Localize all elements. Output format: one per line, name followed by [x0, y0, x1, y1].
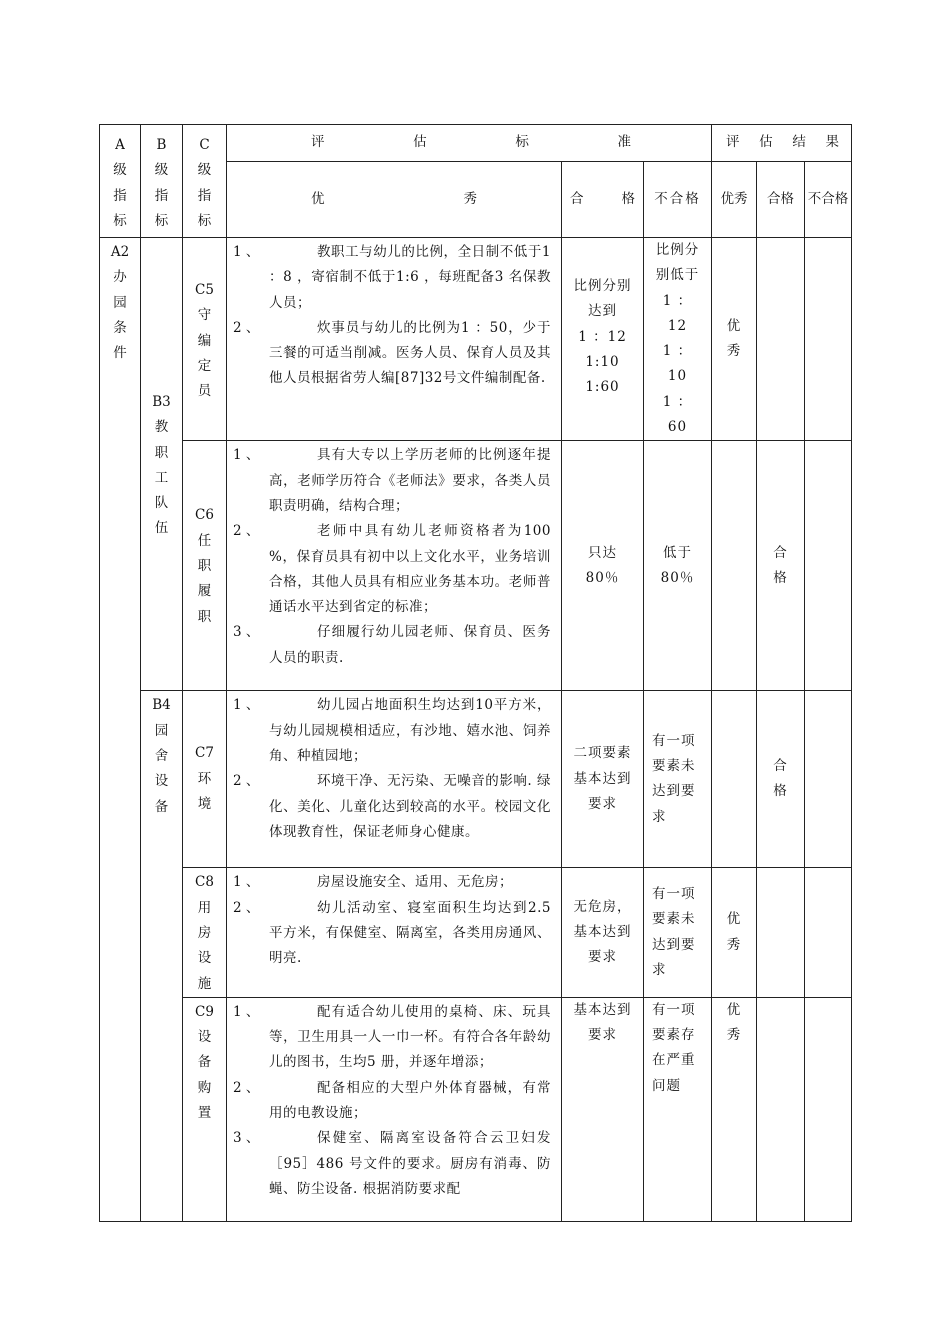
result-unqualified: [805, 868, 852, 997]
cell-line: 工: [154, 469, 169, 486]
cell-line: 设: [154, 773, 169, 790]
cell-line: 标: [154, 212, 169, 229]
cell-line: 置: [197, 1105, 212, 1122]
qualified-criteria: [562, 238, 644, 441]
excellent-header: [227, 162, 562, 238]
cell-line: 格: [780, 190, 794, 207]
cell-line: 结: [792, 134, 806, 151]
cell-line: 评: [726, 134, 740, 151]
cell-line: 估: [413, 134, 427, 151]
cell-line: 评: [311, 134, 325, 151]
table-row: [100, 691, 852, 868]
cell-line: 标: [515, 134, 529, 151]
cell-line: C6: [195, 507, 214, 524]
qualified-criteria: [562, 441, 644, 691]
cell-line: 级: [154, 162, 169, 179]
cell-line: 秀: [726, 343, 742, 360]
result-qualified: [757, 238, 805, 441]
excellent-criteria: [227, 691, 562, 868]
list-item: [233, 519, 551, 620]
result-qualified: [757, 691, 805, 868]
item-number: 3 、: [233, 1130, 260, 1147]
cell-line: B4: [152, 697, 171, 714]
cell-line: 1:10: [585, 353, 620, 370]
cell-line: 要素未: [652, 911, 696, 928]
cell-line: 房: [197, 924, 212, 941]
cell-line: B3: [152, 394, 171, 410]
item-text: 炊事员与幼儿的比例为1 ：50，少于三餐的可适当削减。医务人员、保育人员及其他人员根据省劳人编[87]32号文件编制配备.: [269, 319, 551, 387]
item-text: 幼儿园占地面积生均达到10平方米，与幼儿园规模相适应，有沙地、嬉水池、饲养角、种植园地；: [269, 697, 551, 764]
cell-line: C7: [195, 745, 214, 762]
cell-line: 优: [726, 1001, 742, 1018]
item-text: 房屋设施安全、适用、无危房；: [317, 874, 513, 891]
cell-line: 合: [821, 190, 835, 207]
cell-line: 设: [197, 1029, 212, 1046]
cell-line: A: [115, 137, 125, 153]
criteria-list: [227, 998, 561, 1204]
cell-line: 格: [834, 190, 849, 207]
c-cell: [183, 441, 227, 691]
result-qualified-header: [757, 162, 805, 238]
cell-line: 办: [113, 269, 127, 286]
criteria-list: [227, 868, 561, 973]
cell-line: 园: [154, 722, 169, 739]
item-text: 环境干净、无污染、无噪音的影响. 绿化、美化、儿童化达到较高的水平。校园文化体现教育性，保证老师身心健康。: [269, 773, 551, 840]
cell-line: 格: [621, 190, 635, 207]
b-level-header: [141, 125, 183, 238]
cell-line: 环: [197, 770, 212, 787]
evaluation-table: [99, 124, 852, 1222]
list-item: [233, 316, 551, 392]
result-unqualified: [805, 691, 852, 868]
c-cell: [183, 868, 227, 997]
list-item: [233, 870, 551, 895]
item-number: 2 、: [233, 1079, 260, 1096]
criteria-list: [227, 691, 561, 847]
cell-line: C5: [195, 282, 214, 298]
item-number: 3 、: [233, 624, 260, 641]
result-excellent: [712, 868, 757, 997]
item-number: 2 、: [233, 523, 260, 540]
standard-title: [227, 125, 712, 162]
cell-line: 1:60: [585, 379, 620, 396]
excellent-criteria: [227, 997, 562, 1221]
unqualified-criteria: [644, 691, 712, 868]
list-item: [233, 1126, 551, 1202]
cell-line: 秀: [726, 1027, 742, 1044]
cell-line: 标: [197, 212, 212, 229]
cell-line: 备: [197, 1054, 212, 1071]
cell-line: 12: [667, 317, 688, 334]
unqualified-header: 不合格: [644, 162, 712, 238]
cell-line: 伍: [154, 520, 169, 537]
cell-line: 定: [197, 357, 212, 374]
cell-line: A2: [110, 244, 130, 260]
cell-line: 要求: [588, 796, 617, 813]
cell-line: 优: [726, 911, 742, 928]
cell-line: 设: [197, 950, 212, 967]
excellent-criteria: [227, 238, 562, 441]
cell-line: 舍: [154, 747, 169, 764]
excellent-criteria: [227, 868, 562, 997]
cell-line: 二项要素: [573, 745, 632, 762]
qualified-criteria: [562, 691, 644, 868]
cell-line: 1 ：: [662, 393, 693, 410]
excellent-criteria: [227, 441, 562, 691]
result-unqualified-header: [805, 162, 852, 238]
cell-line: B: [156, 137, 167, 153]
cell-line: 标: [113, 212, 127, 229]
cell-line: 任: [197, 532, 212, 549]
list-item: [233, 896, 551, 972]
list-item: [233, 693, 551, 769]
cell-line: 购: [197, 1079, 212, 1096]
cell-line: 别低于: [655, 267, 700, 284]
result-excellent: [712, 691, 757, 868]
item-text: 教职工与幼儿的比例，全日制不低于1 ：8 ，寄宿制不低于1:6 ，每班配备3 名保教人员；: [269, 244, 551, 311]
cell-line: 要素未: [652, 758, 696, 775]
cell-line: 达到要: [652, 936, 696, 953]
cell-line: 指: [113, 187, 127, 204]
list-item: [233, 1000, 551, 1076]
cell-line: 60: [667, 419, 688, 436]
list-item: [233, 620, 551, 671]
cell-line: 件: [113, 345, 127, 362]
qualified-criteria: [562, 868, 644, 997]
cell-line: 基本达到: [573, 770, 632, 787]
result-excellent-header: [712, 162, 757, 238]
item-number: 1 、: [233, 874, 260, 891]
cell-line: 要求: [588, 949, 617, 966]
cell-line: 要求: [588, 1027, 617, 1044]
cell-line: 职: [154, 444, 169, 461]
result-qualified: [757, 868, 805, 997]
cell-line: 合: [570, 190, 584, 207]
header-row-1: [100, 125, 852, 162]
cell-line: 格: [773, 783, 788, 800]
b3-cell: [141, 238, 183, 691]
criteria-list: [227, 441, 561, 673]
a-level-cell: [100, 238, 141, 1222]
cell-line: C9: [195, 1003, 214, 1020]
result-unqualified: [805, 997, 852, 1221]
cell-line: 1 ：: [662, 292, 693, 309]
item-text: 幼儿活动室、寝室面积生均达到2.5 平方米，有保健室、隔离室，各类用房通风、明亮.: [269, 899, 551, 967]
cell-line: 比例分别: [573, 278, 632, 294]
cell-line: 园: [113, 294, 127, 311]
item-number: 1 、: [233, 697, 260, 714]
table-row: [100, 997, 852, 1221]
a-level-header: [100, 125, 141, 238]
cell-line: 1 ：: [662, 343, 693, 360]
cell-line: 在严重: [652, 1052, 696, 1069]
cell-line: 队: [154, 495, 169, 512]
cell-line: 合: [767, 190, 781, 207]
cell-line: 基本达到: [573, 1001, 632, 1018]
cell-line: 守: [197, 307, 212, 324]
cell-line: 职: [197, 608, 212, 625]
c-cell: [183, 691, 227, 868]
qualified-header: [562, 162, 644, 238]
cell-line: 求: [652, 808, 667, 825]
unqualified-criteria: [644, 441, 712, 691]
item-number: 1 、: [233, 1003, 260, 1020]
cell-line: 级: [197, 162, 212, 179]
cell-line: 无危房，: [573, 898, 632, 915]
result-excellent: [712, 997, 757, 1221]
cell-line: 施: [197, 975, 212, 992]
item-text: 配有适合幼儿使用的桌椅、床、玩具等，卫生用具一人一巾一杯。有符合各年龄幼儿的图书，生均5 册，并逐年增添；: [269, 1003, 551, 1071]
cell-line: 秀: [734, 190, 748, 207]
cell-line: 有一项: [652, 1001, 696, 1018]
cell-line: 指: [154, 187, 169, 204]
cell-line: 达到: [588, 303, 617, 320]
cell-line: 要素存: [652, 1027, 696, 1044]
cell-line: 低于: [663, 544, 692, 561]
unqualified-criteria: [644, 997, 712, 1221]
list-item: [233, 769, 551, 845]
cell-line: 履: [197, 583, 212, 600]
item-number: 1 、: [233, 447, 260, 464]
item-text: 仔细履行幼儿园老师、保育员、医务人员的职责.: [269, 624, 551, 666]
c-level-header: [183, 125, 227, 238]
unqualified-criteria: [644, 868, 712, 997]
result-unqualified: [805, 441, 852, 691]
cell-line: 优: [311, 190, 325, 207]
b4-cell: [141, 691, 183, 1221]
cell-line: 不: [807, 190, 822, 207]
cell-line: 有一项: [652, 732, 696, 749]
cell-line: 境: [197, 795, 212, 812]
cell-line: 优: [726, 317, 742, 334]
item-number: 2 、: [233, 319, 260, 336]
item-text: 老师中具有幼儿老师资格者为100 %，保育员具有初中以上文化水平，业务培训合格，其他人员具有相应业务基本功。老师普通话水平达到省定的标准；: [269, 523, 551, 616]
table-row: [100, 238, 852, 441]
result-qualified: [757, 441, 805, 691]
cell-line: 果: [825, 134, 839, 151]
qualified-criteria: [562, 997, 644, 1221]
item-text: 保健室、隔离室设备符合云卫妇发［95］486 号文件的要求。厨房有消毒、防蝇、防尘设备. 根据消防要求配: [269, 1130, 551, 1197]
unqualified-criteria: [644, 238, 712, 441]
result-excellent: [712, 238, 757, 441]
result-excellent: [712, 441, 757, 691]
item-number: 2 、: [233, 899, 260, 916]
result-unqualified: [805, 238, 852, 441]
cell-line: 指: [197, 187, 212, 204]
item-number: 1 、: [233, 244, 260, 260]
cell-line: 合: [773, 758, 788, 775]
cell-line: 基本达到: [573, 923, 632, 940]
cell-line: 教: [154, 419, 169, 436]
item-text: 配备相应的大型户外体育器械，有常用的电教设施；: [269, 1079, 551, 1122]
list-item: [233, 443, 551, 519]
item-number: 2 、: [233, 773, 260, 790]
cell-line: 准: [617, 134, 631, 151]
cell-line: 用: [197, 899, 212, 916]
cell-line: 秀: [726, 936, 742, 953]
list-item: [233, 240, 551, 316]
cell-line: 职: [197, 557, 212, 574]
cell-line: 备: [154, 798, 169, 815]
cell-line: 合: [773, 544, 788, 561]
criteria-list: [227, 238, 561, 394]
table-row: [100, 868, 852, 997]
cell-line: 1 ：12: [578, 328, 627, 345]
item-text: 具有大专以上学历老师的比例逐年提高，老师学历符合《老师法》要求，各类人员职责明确，结构合理；: [269, 447, 551, 514]
cell-line: 员: [197, 383, 212, 400]
cell-line: 比例分: [655, 242, 700, 258]
list-item: [233, 1076, 551, 1127]
cell-line: 80％: [585, 569, 620, 586]
cell-line: 优: [720, 190, 734, 207]
c-cell: [183, 997, 227, 1221]
cell-line: 求: [652, 961, 667, 978]
cell-line: 10: [667, 368, 688, 385]
cell-line: 条: [113, 319, 127, 336]
cell-line: C8: [195, 874, 214, 891]
table-row: [100, 441, 852, 691]
cell-line: 估: [759, 134, 773, 151]
cell-line: 问题: [652, 1077, 681, 1094]
cell-line: 编: [197, 332, 212, 349]
cell-line: 秀: [463, 190, 477, 207]
result-title: [712, 125, 852, 162]
cell-line: 级: [113, 162, 127, 179]
cell-line: 格: [773, 569, 788, 586]
result-qualified: [757, 997, 805, 1221]
cell-line: C: [199, 137, 210, 153]
cell-line: 达到要: [652, 783, 696, 800]
cell-line: 有一项: [652, 886, 696, 903]
cell-line: 80％: [660, 569, 695, 586]
cell-line: 只达: [588, 544, 617, 561]
c-cell: [183, 238, 227, 441]
